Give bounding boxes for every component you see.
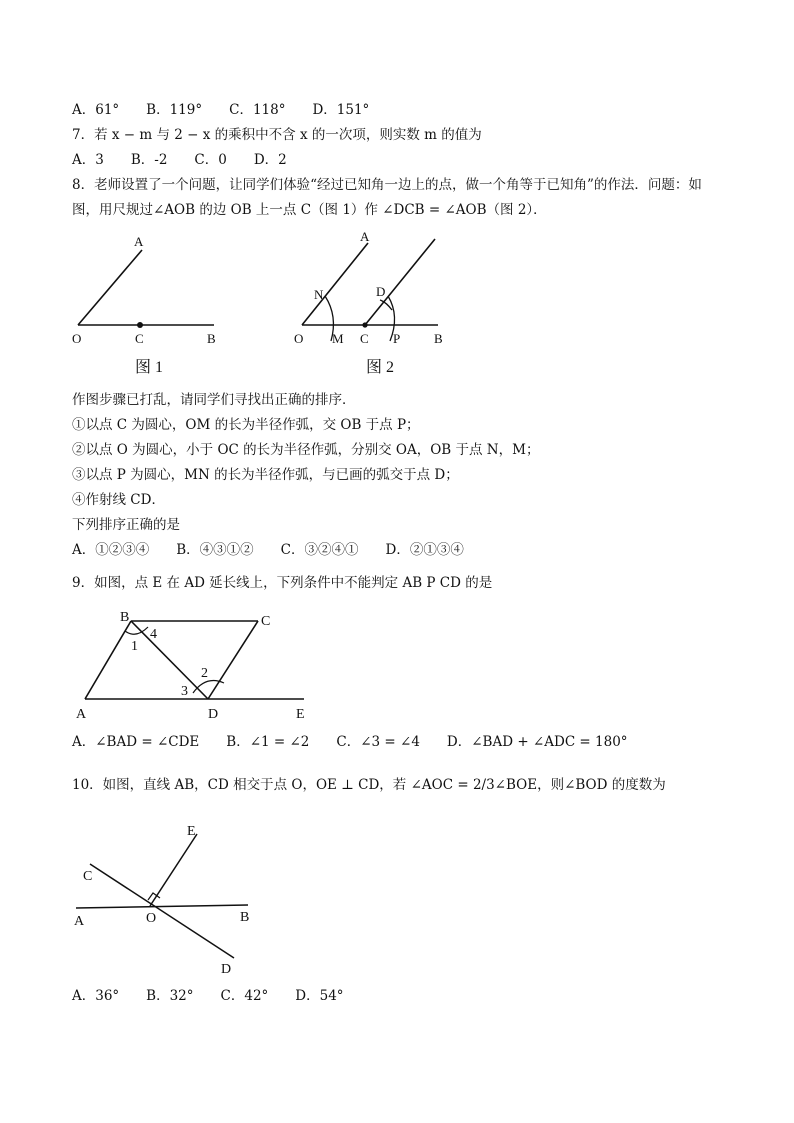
q8-step-3: ③以点 P 为圆心，MN 的长为半径作弧，与已画的弧交于点 D；	[72, 467, 459, 483]
ray-CD	[365, 239, 435, 325]
fig1-caption: 图 1	[135, 359, 164, 376]
q8-prompt: 下列排序正确的是	[72, 517, 180, 533]
q8-step-1: ①以点 C 为圆心，OM 的长为半径作弧，交 OB 于点 P；	[72, 417, 420, 433]
q9-label-A: A	[76, 707, 87, 722]
q7-stem: 7．若 x − m 与 2 − x 的乘积中不含 x 的一次项，则实数 m 的值为	[72, 127, 482, 143]
q10-label-A: A	[74, 914, 85, 929]
q10-label-E: E	[187, 824, 196, 839]
fig2-label-C: C	[360, 331, 369, 346]
q9-label-D: D	[208, 707, 219, 722]
q9-label-1: 1	[131, 639, 138, 654]
q10-stem: 10．如图，直线 AB，CD 相交于点 O，OE ⊥ CD，若 ∠AOC = 2/3∠BOE，则∠BOD 的度数为	[72, 777, 666, 793]
q10-label-O: O	[146, 911, 157, 926]
segment-CD	[208, 621, 258, 699]
q8-options: A．①②③④ B．④③①② C．③②④① D．②①③④	[72, 542, 464, 558]
fig2-label-N: N	[314, 287, 324, 302]
ray-OA	[78, 250, 142, 325]
q8-step-2: ②以点 O 为圆心，小于 OC 的长为半径作弧，分别交 OA，OB 于点 N，M；	[72, 442, 540, 458]
line-AB	[76, 905, 248, 908]
q10-options: A．36° B．32° C．42° D．54°	[72, 988, 344, 1004]
q10-label-C: C	[83, 869, 93, 884]
fig2-label-B: B	[434, 331, 443, 346]
segment-BD	[131, 621, 208, 699]
fig1-label-A: A	[134, 234, 144, 249]
q8-intro: 作图步骤已打乱，请同学们寻找出正确的排序．	[72, 392, 356, 408]
q8-figure-1	[60, 226, 250, 386]
q8-figure-2	[288, 226, 468, 386]
line-CD	[90, 864, 234, 958]
q9-label-C: C	[261, 614, 271, 629]
fig2-label-O: O	[294, 331, 304, 346]
fig2-caption: 图 2	[366, 359, 395, 376]
q8-stem-line2: 图，用尺规过∠AOB 的边 OB 上一点 C（图 1）作 ∠DCB = ∠AOB（图 2）．	[72, 202, 547, 218]
q8-stem-line1: 8．老师设置了一个问题，让同学们体验“经过已知角一边上的点，做一个角等于已知角”的作法．问题：如	[72, 177, 702, 193]
q10-label-B: B	[240, 910, 250, 925]
q9-stem: 9．如图，点 E 在 AD 延长线上，下列条件中不能判定 AB P CD 的是	[72, 575, 493, 591]
q7-options: A．3 B．-2 C．0 D．2	[72, 152, 287, 168]
q6-options: A．61° B．119° C．118° D．151°	[72, 102, 370, 118]
q10-figure	[68, 818, 278, 978]
q9-label-4: 4	[150, 627, 157, 642]
fig1-label-B: B	[207, 331, 216, 346]
q9-label-B: B	[120, 610, 130, 625]
q8-step-4: ④作射线 CD．	[72, 492, 165, 508]
q9-label-2: 2	[201, 666, 208, 681]
q9-label-3: 3	[181, 684, 188, 699]
angle-arc-B	[125, 627, 148, 634]
segment-AB	[85, 621, 131, 699]
fig2-label-P: P	[393, 331, 401, 346]
point-C	[137, 322, 143, 328]
fig2-label-A: A	[360, 229, 370, 244]
q10-label-D: D	[221, 962, 232, 977]
q9-label-E: E	[296, 707, 305, 722]
point-C	[362, 322, 367, 327]
fig2-label-M: M	[332, 331, 344, 346]
q9-figure	[68, 605, 328, 727]
fig1-label-C: C	[135, 331, 144, 346]
q9-options: A．∠BAD = ∠CDE B．∠1 = ∠2 C．∠3 = ∠4 D．∠BAD + ∠ADC = 180°	[72, 734, 628, 750]
ray-OA	[302, 243, 368, 325]
fig1-label-O: O	[72, 331, 82, 346]
fig2-label-D: D	[376, 284, 386, 299]
